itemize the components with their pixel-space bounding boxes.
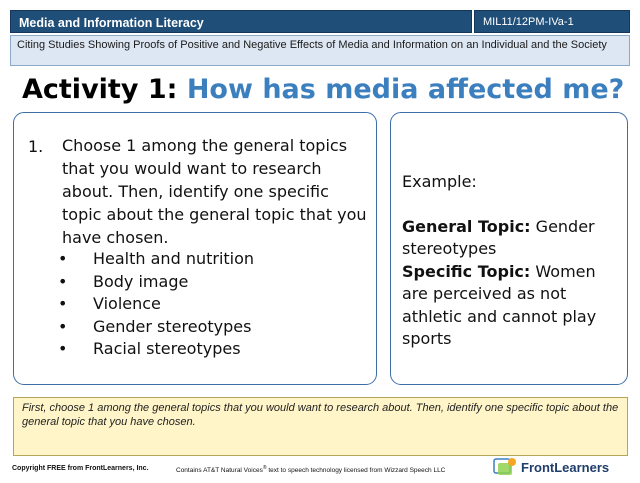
activity-question: How has media affected me? (186, 74, 625, 105)
activity-label: Activity 1: (22, 74, 178, 105)
bullet-icon: • (58, 339, 68, 358)
example-heading: Example: (402, 172, 477, 191)
competency-code: MIL11/12PM-IVa-1 (474, 10, 630, 33)
slide-title (22, 74, 624, 105)
specific-topic-label: Specific Topic: (402, 261, 531, 281)
topic-label: Violence (93, 294, 161, 313)
course-title: Media and Information Literacy (10, 10, 472, 33)
topic-list (58, 248, 254, 361)
bullet-icon: • (58, 316, 68, 336)
speaker-notes-box: First, choose 1 among the general topics that you would want to research about. Then, identify one specific topic about the general topic that you have chosen. (13, 397, 628, 456)
competency-description: Citing Studies Showing Proofs of Positive and Negative Effects of Media and Information on an Individual and the Society (10, 35, 630, 66)
topic-label: Racial stereotypes (93, 339, 241, 358)
att-notice-text-end: text to speech technology licensed from Wizzard Speech LLC (266, 467, 446, 475)
example-content (402, 171, 624, 351)
topic-label: Body image (93, 271, 189, 291)
topic-label: Gender stereotypes (93, 316, 252, 336)
general-topic-label: General Topic: (402, 216, 531, 236)
general-topic (402, 216, 624, 261)
specific-topic (402, 261, 624, 351)
instruction-text: Choose 1 among the general topics that you would want to research about. Then, identify one specific topic about the general topic that you have chosen. (62, 136, 367, 247)
list-item (58, 271, 254, 294)
bullet-icon: • (58, 294, 68, 313)
spacer (402, 194, 624, 216)
instruction-number: 1. (28, 137, 44, 156)
frontlearners-logo-icon (492, 456, 518, 478)
general-topic-value: Gender stereotypes (402, 216, 595, 258)
att-notice (176, 465, 445, 474)
list-item (58, 316, 254, 339)
bullet-icon: • (58, 249, 68, 268)
topic-label: Health and nutrition (93, 249, 255, 268)
specific-topic-value: Women are perceived as not athletic and cannot play sports (402, 261, 597, 348)
list-item (58, 293, 254, 316)
bullet-icon: • (58, 271, 68, 291)
att-notice-text: Contains AT&T Natural Voices (176, 467, 263, 475)
frontlearners-brand: FrontLearners (521, 460, 610, 475)
list-item (58, 248, 254, 271)
list-item (58, 338, 254, 361)
registered-mark: ® (262, 465, 267, 471)
copyright-notice: Copyright FREE from FrontLearners, Inc. (12, 465, 149, 472)
